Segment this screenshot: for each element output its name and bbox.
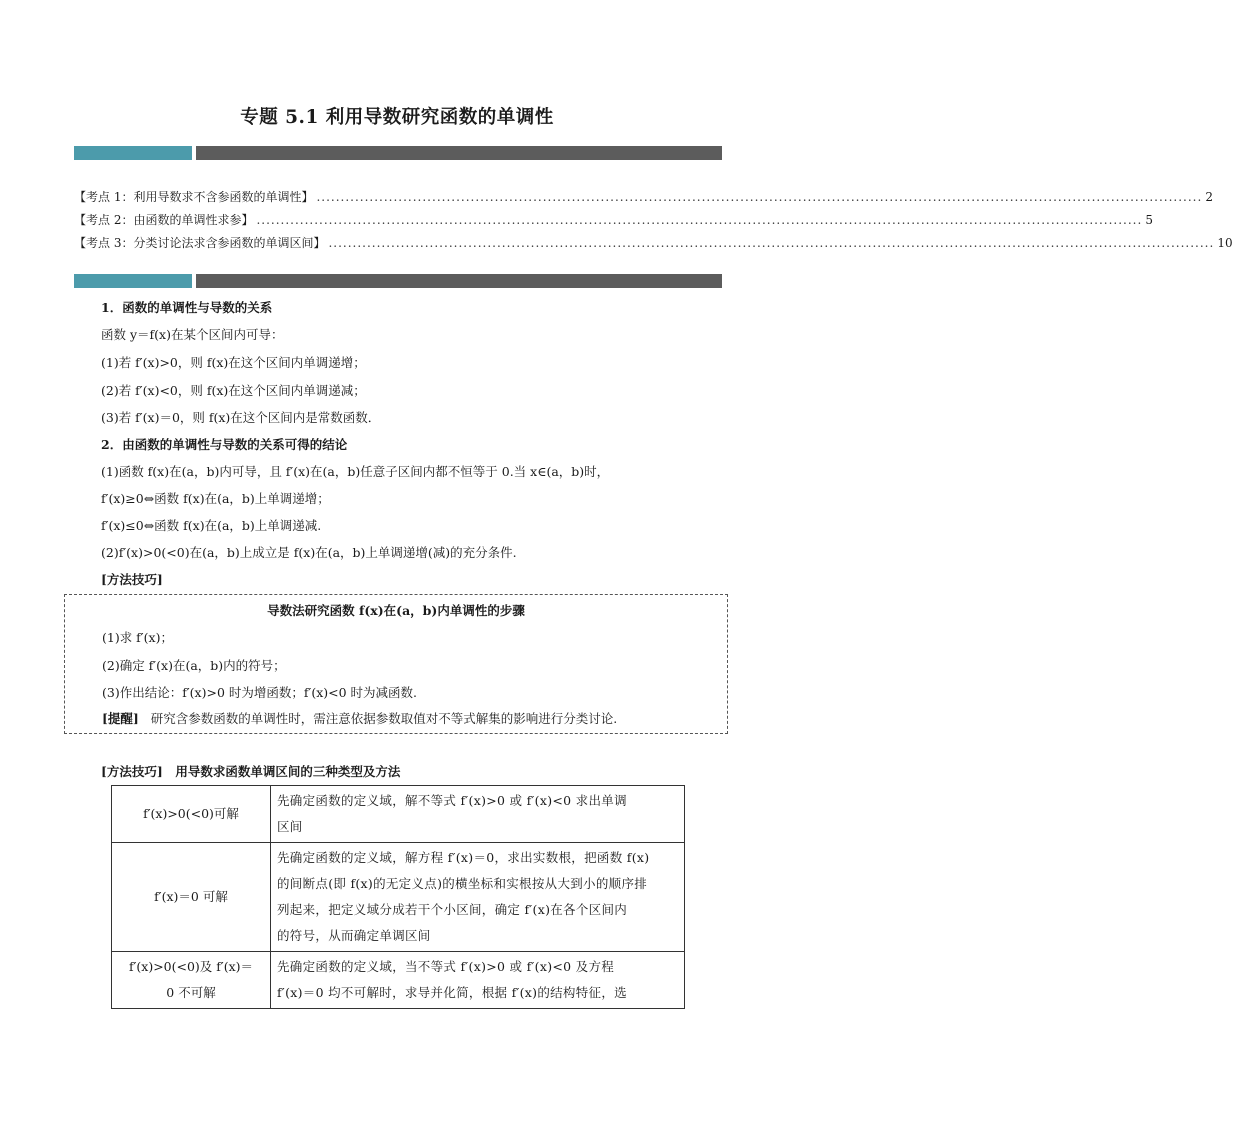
toc-page: 10 — [1217, 236, 1233, 250]
method-description — [271, 786, 685, 843]
table-row — [112, 786, 685, 843]
steps-heading: 导数法研究函数 f(x)在(a，b)内单调性的步骤 — [267, 603, 525, 618]
toc-entry[interactable] — [74, 234, 1233, 257]
content-line: 函数 y＝f(x)在某个区间内可导： — [101, 327, 284, 342]
content-line: (3)若 f′(x)＝0，则 f(x)在这个区间内是常数函数． — [101, 410, 381, 425]
header-bar-body — [196, 146, 722, 160]
section-heading-2: 2．由函数的单调性与导数的关系可得的结论 — [101, 437, 348, 452]
type-line: f′(x)>0(<0)及 f′(x)＝ — [128, 959, 254, 974]
description-line: 先确定函数的定义域，解方程 f′(x)＝0，求出实数根，把函数 f(x) — [277, 850, 650, 865]
toc-leader: ........................................................................................................................................................................................ — [328, 236, 1215, 250]
description-line: 列起来，把定义域分成若干个小区间，确定 f′(x)在各个区间内 — [277, 902, 628, 917]
toc-page: 5 — [1145, 213, 1153, 227]
step-line: (2)确定 f′(x)在(a，b)内的符号； — [102, 658, 286, 673]
section-heading-1: 1．函数的单调性与导数的关系 — [101, 300, 273, 315]
method-type — [112, 952, 271, 1009]
method-type: f′(x)>0(<0)可解 — [112, 786, 271, 843]
step-line: (1)求 f′(x)； — [102, 630, 173, 645]
content-line: (1)若 f′(x)>0，则 f(x)在这个区间内单调递增； — [101, 355, 366, 370]
steps-box — [64, 594, 728, 734]
content-line: f′(x)≥0⇔函数 f(x)在(a，b)上单调递增； — [101, 491, 330, 506]
header-bar-top — [74, 146, 722, 160]
method-description — [271, 952, 685, 1009]
content-line: (1)函数 f(x)在(a，b)内可导，且 f′(x)在(a，b)任意子区间内都不恒等于 0.当 x∈(a，b)时， — [101, 464, 610, 479]
tip-line — [102, 709, 617, 727]
toc-entry[interactable] — [74, 211, 1153, 234]
description-line: 先确定函数的定义域，当不等式 f′(x)>0 或 f′(x)<0 及方程 — [277, 959, 615, 974]
step-line: (3)作出结论：f′(x)>0 时为增函数；f′(x)<0 时为减函数. — [102, 685, 418, 700]
methods-heading: [方法技巧] 用导数求函数单调区间的三种类型及方法 — [101, 764, 401, 779]
methods-table — [111, 785, 685, 1009]
toc-page: 2 — [1205, 190, 1213, 204]
table-row — [112, 843, 685, 952]
content-line: (2)若 f′(x)<0，则 f(x)在这个区间内单调递减； — [101, 383, 366, 398]
content-line: (2)f′(x)>0(<0)在(a，b)上成立是 f(x)在(a，b)上单调递增(减)的充分条件. — [101, 545, 517, 560]
toc-leader: ........................................................................................................................................................................................ — [256, 213, 1143, 227]
header-bar-accent — [74, 146, 192, 160]
toc-label: 【考点 1：利用导数求不含参函数的单调性】 — [74, 190, 314, 204]
toc-leader: ........................................................................................................................................................................................ — [316, 190, 1203, 204]
toc-label: 【考点 2：由函数的单调性求参】 — [74, 213, 254, 227]
toc-label: 【考点 3：分类讨论法求含参函数的单调区间】 — [74, 236, 326, 250]
description-line: f′(x)＝0 均不可解时，求导并化简，根据 f′(x)的结构特征，选 — [277, 985, 627, 1000]
section-bar-body — [196, 274, 722, 288]
tip-text: 研究含参数函数的单调性时，需注意依据参数取值对不等式解集的影响进行分类讨论. — [150, 711, 618, 726]
page-title: 专题 5.1 利用导数研究函数的单调性 — [240, 107, 554, 128]
content-line: f′(x)≤0⇔函数 f(x)在(a，b)上单调递减. — [101, 518, 322, 533]
section-bar — [74, 274, 722, 288]
method-description — [271, 843, 685, 952]
description-line: 的符号，从而确定单调区间 — [277, 928, 431, 943]
toc-entry[interactable] — [74, 188, 1213, 211]
tip-label: [提醒] — [102, 711, 139, 726]
type-line: 0 不可解 — [166, 985, 216, 1000]
method-label: [方法技巧] — [101, 572, 163, 587]
description-line: 区间 — [277, 819, 303, 834]
section-bar-accent — [74, 274, 192, 288]
table-row — [112, 952, 685, 1009]
description-line: 的间断点(即 f(x)的无定义点)的横坐标和实根按从大到小的顺序排 — [277, 876, 648, 891]
description-line: 先确定函数的定义域，解不等式 f′(x)>0 或 f′(x)<0 求出单调 — [277, 793, 627, 808]
method-type: f′(x)＝0 可解 — [112, 843, 271, 952]
table-of-contents — [74, 188, 1233, 257]
